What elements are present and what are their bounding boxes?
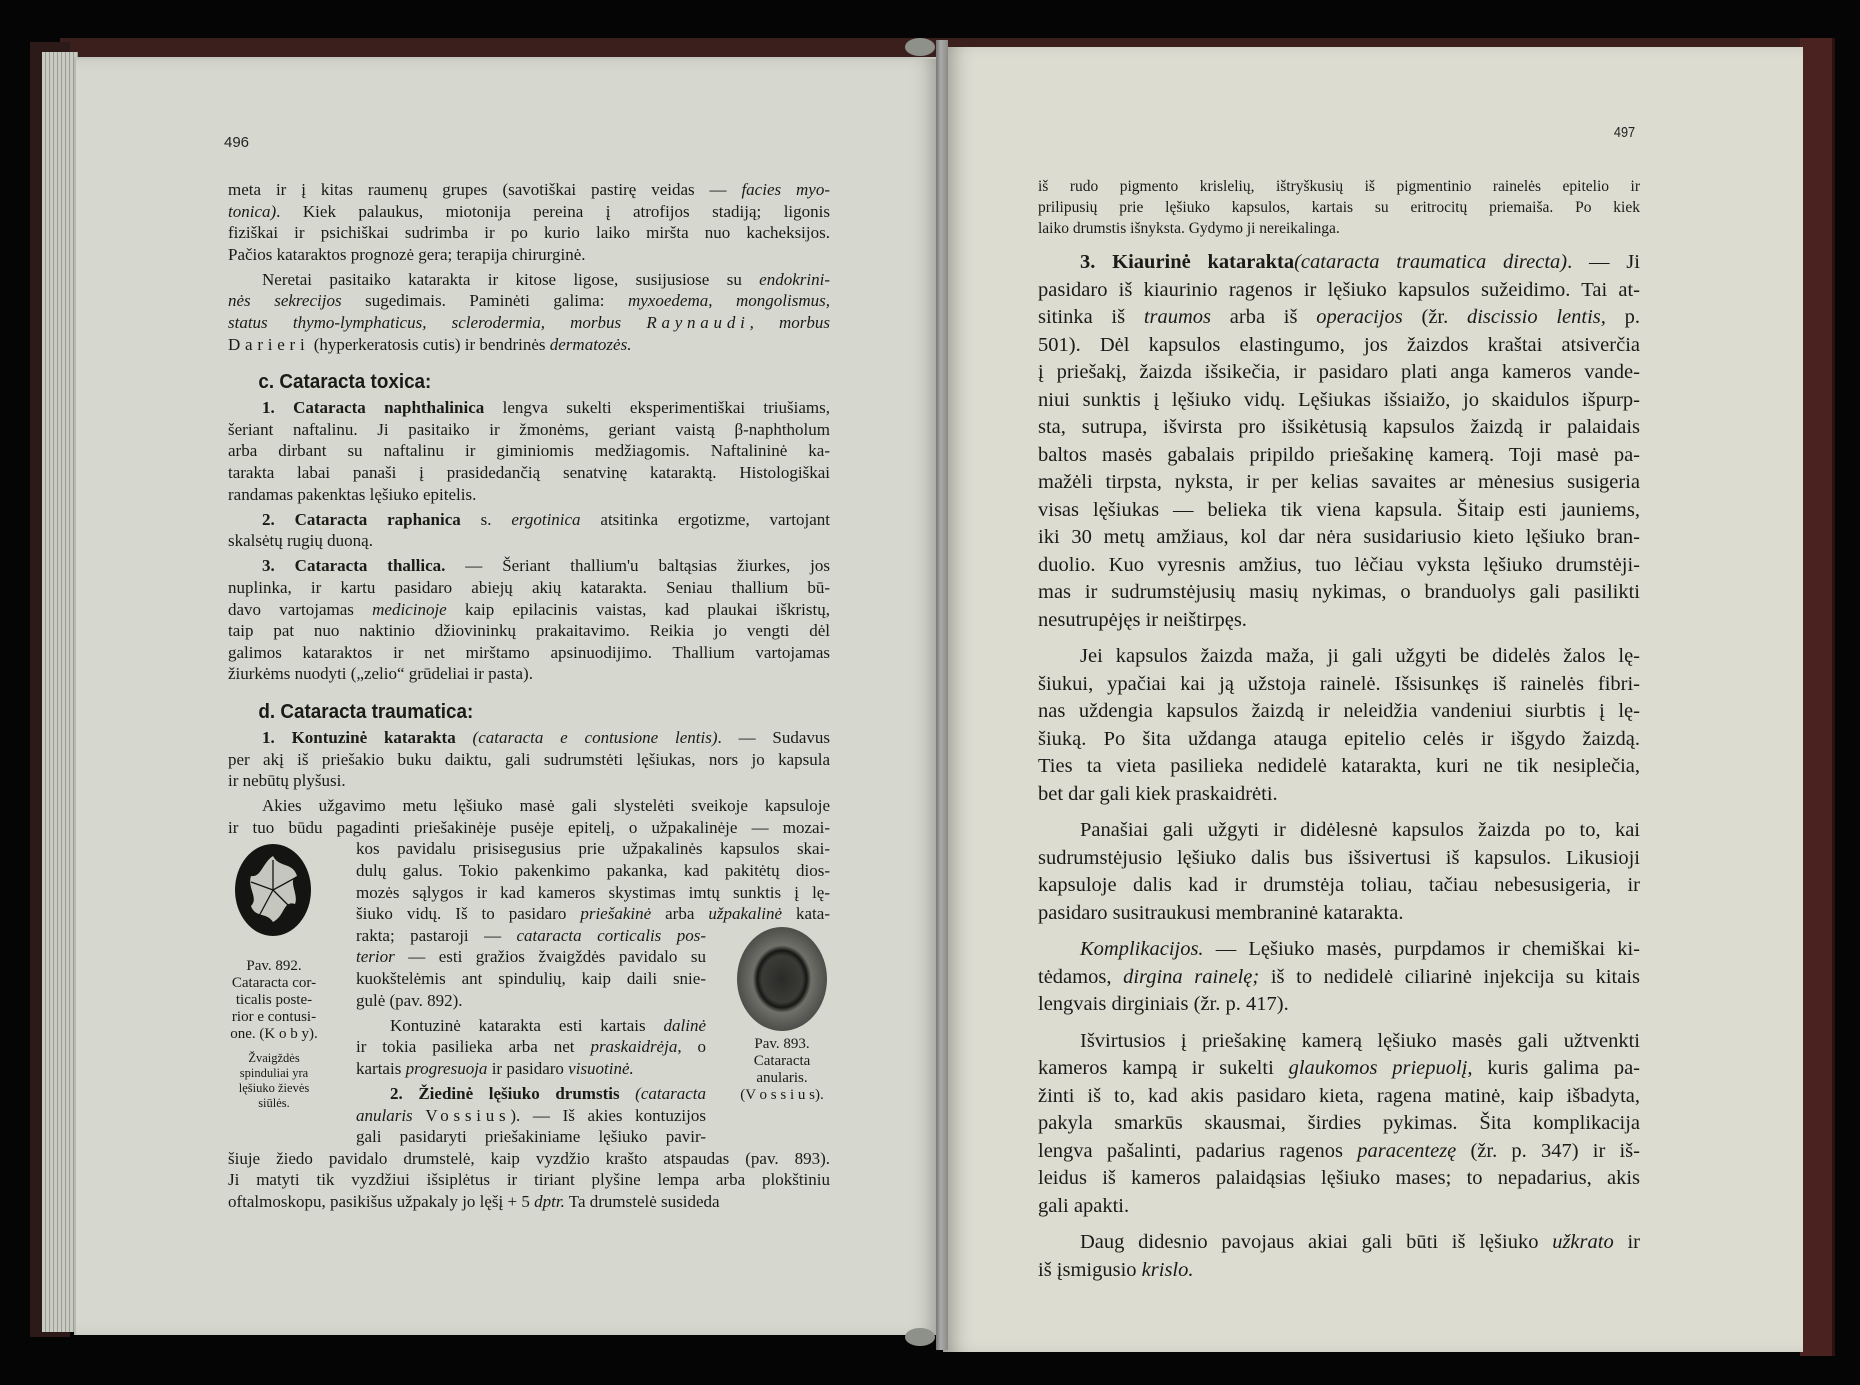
text-line bbox=[228, 882, 830, 904]
text-run: gali pasidaryti priešakiniame lęšiuko pavir- bbox=[356, 1127, 706, 1147]
text-run: nesutrupėjęs ir neištirpęs. bbox=[1038, 608, 1247, 631]
text-line bbox=[1038, 249, 1640, 277]
text-run: bet dar gali kiek praskaidrėti. bbox=[1038, 782, 1278, 805]
text-line bbox=[1038, 1229, 1640, 1257]
page-number-right: 497 bbox=[1613, 124, 1636, 141]
text-run: Išvirtusios į priešakinę kamerą lęšiuko masės gali užtvenkti bbox=[1080, 1029, 1640, 1052]
text-line bbox=[1038, 1138, 1640, 1166]
italic-text: (cataracta bbox=[635, 1083, 706, 1103]
text-run: Ties ta vieta pasilieka nedidelė katarakta, kuri ne tik nesiplečia, bbox=[1038, 755, 1640, 777]
text-line bbox=[228, 419, 830, 441]
text-run: ir tuo būdu pagadinti priešakinėje pusėje epitelį, o užpakalinėje — mozai- bbox=[228, 817, 830, 837]
text-run: iš rudo pigmento krislelių, ištryškusių iš pigmentinio rainelės epitelio ir bbox=[1038, 178, 1640, 195]
text-run: šiuko vidų. Iš to pasidaro bbox=[356, 904, 581, 924]
paragraph bbox=[228, 555, 830, 685]
text-run: mozės sąlygos ir kad kameros skystimas imtų sunktis į lę- bbox=[356, 882, 830, 902]
text-run: laiko drumstis išnyksta. Gydymo ji nereikalinga. bbox=[1038, 220, 1340, 237]
text-line bbox=[228, 903, 830, 925]
text-line bbox=[1038, 197, 1640, 218]
text-line bbox=[1038, 552, 1640, 580]
paragraph bbox=[1038, 936, 1640, 1019]
text-run: oftalmoskopu, pasikišus užpakaly jo lęšį + 5 bbox=[228, 1191, 535, 1211]
text-run: . — Sudavus bbox=[717, 727, 830, 747]
text-line bbox=[1038, 176, 1640, 197]
text-line bbox=[228, 484, 830, 506]
italic-text: terior bbox=[356, 947, 395, 967]
text-run: kuris galima pa- bbox=[1472, 1057, 1640, 1079]
italic-text: visuotinė. bbox=[568, 1058, 634, 1078]
text-line bbox=[1038, 643, 1640, 671]
text-run: Ta drumstelė susideda bbox=[564, 1191, 720, 1211]
caption-line: one. (K o b y). bbox=[230, 1026, 318, 1042]
italic-text: cataracta corticalis pos- bbox=[516, 925, 706, 945]
text-run: arba dirbant su naftalinu ir giminiomis medžiagomis. Naftalininė ka- bbox=[228, 441, 830, 461]
paragraph bbox=[1038, 817, 1640, 927]
text-line bbox=[1038, 332, 1640, 360]
text-run: sudrumstėjusio lęšiuko dalis bus išsivertusi iš kapsulos. Likusioji bbox=[1038, 846, 1640, 869]
text-line bbox=[228, 817, 830, 839]
italic-text: operacijos bbox=[1316, 306, 1403, 328]
text-line bbox=[1038, 726, 1640, 754]
text-run: — Lęšiuko masės, purpdamos ir chemiškai ki- bbox=[1203, 938, 1640, 960]
text-line bbox=[1038, 304, 1640, 332]
text-line bbox=[1038, 817, 1640, 845]
bold-text: 3. Kiaurinė katarakta bbox=[1080, 251, 1295, 273]
text-line bbox=[228, 1169, 830, 1191]
text-run: , o bbox=[677, 1037, 706, 1057]
text-run: kuokštelėmis ant spindulių, kaip daili snie- bbox=[356, 969, 706, 988]
text-line bbox=[1038, 469, 1640, 497]
bold-text: 3. Cataracta thallica. bbox=[262, 556, 446, 576]
figure-892-caption bbox=[230, 958, 318, 1111]
text-run: kartais bbox=[356, 1058, 406, 1078]
italic-text: krislo. bbox=[1141, 1258, 1194, 1281]
binding-thread bbox=[905, 38, 935, 56]
italic-text: dirgina rainelę; bbox=[1123, 965, 1260, 988]
text-run: mas ir sudrumstėjusių masių nykimas, o branduolys gali pasilikti bbox=[1038, 581, 1640, 603]
text-run: šiuką. Po šita uždanga atauga epitelio celės ir išgydo žaizdą. bbox=[1038, 727, 1640, 750]
italic-text: dptr. bbox=[534, 1191, 565, 1211]
italic-text: dermatozės. bbox=[549, 334, 632, 354]
caption-line: ticalis poste- bbox=[235, 992, 313, 1008]
text-run: tarakta labai panaši į prasidedančią senatvinę kataraktą. Histologiškai bbox=[228, 463, 830, 483]
text-line bbox=[228, 1191, 830, 1213]
text-run: Pačios kataraktos prognozė gera; terapija chirurginė. bbox=[228, 244, 586, 264]
text-run: . Kiek palaukus, miotonija pereina į atrofijos stadiją; ligonis bbox=[276, 201, 830, 221]
text-line bbox=[1038, 671, 1640, 699]
text-line bbox=[228, 334, 830, 356]
text-line bbox=[228, 727, 830, 749]
text-line bbox=[1038, 442, 1640, 470]
italic-text: užpakalinė bbox=[708, 904, 783, 924]
text-run: iki 30 metų amžiaus, kol dar nėra susidariusio kieto lęšiuko bran- bbox=[1038, 526, 1640, 548]
book-gutter bbox=[936, 40, 948, 1350]
text-run: šiuje žiedo pavidalo drumstelė, kaip vyzdžio krašto atspaudas (pav. 893). bbox=[228, 1148, 830, 1168]
text-line bbox=[228, 179, 830, 201]
text-run: iš to nedidelė ciliarinė injekcija su kitais bbox=[1259, 965, 1640, 988]
text-run: baltos masės gabalais pripildo priešakinę kamerą. Toji masė pa- bbox=[1038, 443, 1640, 466]
text-run: arba bbox=[651, 904, 709, 924]
italic-text: facies myo- bbox=[741, 180, 830, 199]
text-run: sitinka iš bbox=[1038, 306, 1144, 328]
text-line bbox=[228, 1148, 830, 1170]
text-run: davo vartojamas bbox=[228, 599, 373, 619]
text-run: iš įsmigusio bbox=[1038, 1258, 1142, 1281]
note-line: Žvaigždės bbox=[248, 1051, 300, 1065]
text-line bbox=[1038, 497, 1640, 525]
text-run: kos pavidalu prisisegusius prie užpakalinės kapsulos skai- bbox=[356, 839, 830, 859]
text-line bbox=[228, 222, 830, 244]
text-line bbox=[228, 577, 830, 599]
text-line bbox=[228, 462, 830, 484]
italic-text: dalinė bbox=[663, 1015, 706, 1035]
continued-paragraph bbox=[1038, 176, 1640, 239]
text-run: sta, sutrupa, išvirsta pro išsikėtusią kapsulos žaizdą ir palaidais bbox=[1038, 416, 1640, 438]
figure-893-caption bbox=[724, 1036, 840, 1104]
text-line bbox=[228, 770, 830, 792]
text-run: Daug didesnio pavojaus akiai gali būti iš lęšiuko bbox=[1080, 1231, 1553, 1253]
text-run: Neretai pasitaiko katarakta ir kitose ligose, susijusiose su bbox=[262, 269, 760, 289]
note-line: siūlės. bbox=[258, 1096, 290, 1110]
text-line bbox=[228, 642, 830, 664]
text-line bbox=[228, 509, 830, 531]
caption-line: Cataracta bbox=[753, 1053, 811, 1069]
text-run: nas uždengia kapsulos žaizdą ir neleidžia vandeniui siurbtis į lę- bbox=[1038, 700, 1640, 722]
text-line bbox=[228, 312, 830, 334]
right-page-body bbox=[1038, 249, 1640, 1284]
text-run: ). — Iš akies kontuzijos bbox=[510, 1105, 706, 1125]
text-line bbox=[228, 440, 830, 462]
text-run: šiukui, ypačiai kai ją užstoja rainelė. Išsisunkęs iš rainelės fibri- bbox=[1038, 672, 1640, 695]
text-line bbox=[228, 795, 830, 817]
text-line bbox=[1038, 1110, 1640, 1138]
text-run: žiurkėms nuodyti („zelio“ grūdeliai ir pasta). bbox=[228, 664, 533, 684]
text-line bbox=[1038, 1083, 1640, 1111]
italic-text: , morbus bbox=[749, 313, 830, 333]
text-run: duolio. Kuo vyresnis amžius, tuo lėčiau vyksta lęšiuko drumstėji- bbox=[1038, 553, 1640, 576]
text-line bbox=[1038, 1055, 1640, 1083]
text-line bbox=[1038, 387, 1640, 415]
caption-line: Cataracta cor- bbox=[231, 975, 317, 991]
bold-text: 1. Cataracta naphthalinica bbox=[262, 398, 485, 418]
paragraph bbox=[228, 397, 830, 505]
italic-text: (cataracta traumatica directa) bbox=[1294, 251, 1568, 273]
text-run: (žr. p. 347) ir iš- bbox=[1456, 1139, 1640, 1162]
section-heading: c. Cataracta toxica: bbox=[258, 370, 432, 394]
text-run: prilipusių prie lęšiuko kapsulos, kartais su eritrocitų priemaiša. Po kiek bbox=[1038, 199, 1640, 216]
text-line bbox=[1038, 1165, 1640, 1193]
text-line bbox=[228, 620, 830, 642]
text-run: ir bbox=[1613, 1231, 1640, 1253]
text-run: atsitinka ergotizme, vartojant bbox=[580, 509, 830, 529]
italic-text: praskaidrėja bbox=[590, 1037, 678, 1057]
text-line bbox=[228, 555, 830, 577]
text-line bbox=[228, 530, 830, 552]
page-number-left: 496 bbox=[224, 134, 250, 151]
text-line bbox=[1038, 872, 1640, 900]
text-run: ir nebūtų plyšusi. bbox=[228, 771, 346, 791]
text-run: Panašiai gali užgyti ir didėlesnė kapsulos žaizda po to, kai bbox=[1080, 819, 1640, 841]
text-line bbox=[228, 201, 830, 223]
caption-line: Pav. 893. bbox=[754, 1036, 810, 1052]
italic-text: status thymo-lymphaticus, sclerodermia, morbus bbox=[228, 313, 647, 333]
text-run: Ji matyti tik vyzdžiui išsiplėtus ir tiriant plyšine lempa arba plokštiniu bbox=[228, 1170, 830, 1190]
text-line bbox=[1038, 277, 1640, 305]
text-run: gali apakti. bbox=[1038, 1194, 1130, 1217]
text-line bbox=[1038, 1257, 1640, 1285]
figure-892-image bbox=[233, 842, 313, 938]
text-run: per akį iš priešakio buku daiktu, gali sudrumstėti lęšiukas, nors jo kapsula bbox=[228, 749, 830, 769]
italic-text: medicinoje bbox=[372, 599, 447, 619]
paragraph bbox=[1038, 1028, 1640, 1221]
text-line bbox=[1038, 781, 1640, 809]
paragraph bbox=[228, 509, 830, 552]
text-run: šeriant naftalinu. Ji pasitaiko ir žmonėms, geriant vaistą β-naphtholum bbox=[228, 419, 830, 439]
text-run: sugedimais. Paminėti galima: bbox=[341, 291, 628, 311]
paragraph bbox=[1038, 249, 1640, 634]
text-run: fiziškai ir psichiškai sudrimba ir po kurio laiko miršta nuo kacheksijos. bbox=[228, 223, 830, 243]
text-run: Kontuzinė katarakta esti kartais bbox=[390, 1015, 664, 1035]
text-line bbox=[1038, 607, 1640, 635]
figure-892-note bbox=[230, 1051, 318, 1111]
text-line bbox=[228, 244, 830, 266]
text-line bbox=[1038, 753, 1640, 781]
paragraph bbox=[1038, 643, 1640, 808]
italic-text: nės sekrecijos bbox=[228, 291, 342, 311]
text-line bbox=[1038, 218, 1640, 239]
bold-text: 1. Kontuzinė katarakta bbox=[262, 727, 456, 747]
text-line bbox=[1038, 964, 1640, 992]
text-run: Akies užgavimo metu lęšiuko masė gali slystelėti sveikoje kapsuloje bbox=[262, 796, 830, 816]
text-line bbox=[228, 290, 830, 312]
bold-text: 2. Žiedinė lęšiuko drumstis bbox=[390, 1083, 620, 1103]
text-run: ir pasidaro bbox=[487, 1058, 569, 1078]
caption-line: anularis. bbox=[756, 1070, 808, 1086]
text-line bbox=[228, 749, 830, 771]
text-line bbox=[228, 860, 830, 882]
text-run: Jei kapsulos žaizda maža, ji gali užgyti be didelės žalos lę- bbox=[1080, 645, 1640, 667]
text-line bbox=[1038, 900, 1640, 928]
text-line bbox=[228, 1105, 830, 1127]
spaced-text: Vossius bbox=[425, 1105, 511, 1125]
text-line bbox=[1038, 698, 1640, 726]
text-line bbox=[228, 1126, 830, 1148]
text-run: niui sunktis į lęšiuko vidų. Lęšiukas išsiaižo, jo skaidulos išpurp- bbox=[1038, 388, 1640, 411]
text-run: pakyla smarkūs skausmai, širdies pykimas. Šita komplikacija bbox=[1038, 1112, 1640, 1134]
italic-text: myxoedema, mongolismus, bbox=[627, 291, 831, 311]
text-line bbox=[1038, 524, 1640, 552]
italic-text: (cataracta e contusione lentis) bbox=[472, 727, 718, 747]
figure-893-image bbox=[735, 925, 829, 1033]
text-run: tėdamos, bbox=[1038, 965, 1124, 988]
book-cover-right bbox=[1800, 38, 1835, 1356]
text-run: taip pat nuo naktinio džiovininkų prakaitavimo. Reikia jo vengti dėl bbox=[228, 621, 830, 641]
text-run: pasidaro susitraukusi membraninė katarakta. bbox=[1038, 901, 1404, 924]
text-run: nuplinka, ir kartu pasidaro abiejų akių katarakta. Seniau thallium bū- bbox=[228, 578, 830, 597]
text-run: (hyperkeratosis cutis) ir bendrinės bbox=[309, 334, 550, 354]
text-run: mažėli tirpsta, nyksta, ir per kelias savaites ar mėnesius susigeria bbox=[1038, 471, 1640, 493]
text-run: — Šeriant thallium'u baltąsias žiurkes, jos bbox=[445, 556, 830, 576]
text-run bbox=[620, 1084, 636, 1103]
text-run: rakta; pastaroji — bbox=[356, 925, 517, 945]
text-run: visas lęšiukas — belieka tik viena kapsula. Šitaip esti jauniems, bbox=[1038, 498, 1640, 521]
text-run: lengvais dirginiais (žr. p. 417). bbox=[1038, 993, 1289, 1015]
text-run: s. bbox=[460, 509, 512, 529]
section-heading: d. Cataracta traumatica: bbox=[258, 699, 474, 723]
text-run: — esti gražios žvaigždės pavidalo su bbox=[394, 947, 706, 967]
caption-line: rior e contusi- bbox=[231, 1009, 317, 1025]
italic-text: anularis bbox=[356, 1105, 426, 1125]
text-line bbox=[1038, 414, 1640, 442]
text-run: (žr. bbox=[1402, 306, 1467, 328]
italic-text: discissio lentis, bbox=[1466, 306, 1606, 328]
bold-text: 2. Cataracta raphanica bbox=[262, 509, 461, 529]
text-run: kaip epilacinis vaistas, kad plaukai iškristų, bbox=[446, 599, 830, 619]
text-run: gulė (pav. 892). bbox=[356, 990, 463, 1010]
text-run: pasidaro iš kiaurinio ragenos ir lęšiuko kapsulos sužeidimo. Tai at- bbox=[1038, 278, 1640, 301]
italic-text: traumos bbox=[1143, 306, 1212, 328]
text-run bbox=[456, 728, 473, 747]
text-run: kameros kampą ir sukelti bbox=[1038, 1057, 1289, 1079]
text-run: dulų galus. Tokio pakenkimo pakanka, kad pakitėtų dios- bbox=[356, 861, 830, 881]
paragraph bbox=[228, 269, 830, 355]
italic-text: glaukomos priepuolį, bbox=[1288, 1057, 1473, 1079]
italic-text: priešakinė bbox=[580, 904, 652, 924]
italic-text: užkrato bbox=[1552, 1231, 1614, 1253]
text-line bbox=[228, 663, 830, 685]
text-run: galimos kataraktos ir net mirštamo apsinuodijimo. Thallium vartojamas bbox=[228, 642, 830, 662]
binding-thread bbox=[905, 1328, 935, 1346]
text-run: lengva pašalinti, padarius ragenos bbox=[1038, 1139, 1358, 1162]
caption-line: (V o s s i u s). bbox=[740, 1087, 824, 1103]
text-run: randamas pakenktas lęšiuko epitelis. bbox=[228, 484, 477, 504]
text-run: kapsuloje dalis kad ir drumstėja toliau, tačiau nebesusigeria, ir bbox=[1038, 874, 1640, 896]
note-line: lęšiuko žievės bbox=[238, 1081, 310, 1095]
italic-text: ergotinica bbox=[511, 509, 581, 529]
text-run: . — Ji bbox=[1567, 251, 1640, 273]
italic-text: tonica) bbox=[228, 201, 277, 221]
text-line bbox=[1038, 1028, 1640, 1056]
text-line bbox=[228, 838, 830, 860]
text-run: kata- bbox=[782, 904, 830, 924]
text-run: žinti iš to, kad akis pasidaro kieta, ragena matinė, kaip išbadyta, bbox=[1038, 1084, 1640, 1107]
spaced-text: Darieri bbox=[228, 334, 310, 354]
italic-text: Raynaudi bbox=[646, 313, 750, 333]
text-run: ir tokia pasilieka arba net bbox=[356, 1037, 591, 1057]
text-run: arba iš bbox=[1211, 306, 1317, 328]
italic-text: Komplikacijos. bbox=[1080, 938, 1204, 960]
text-line bbox=[228, 397, 830, 419]
right-page-text bbox=[1038, 176, 1640, 1284]
italic-text: progresuoja bbox=[405, 1058, 488, 1078]
text-run: p. bbox=[1605, 306, 1641, 328]
text-line bbox=[228, 599, 830, 621]
paragraph bbox=[228, 179, 830, 265]
paragraph bbox=[1038, 1229, 1640, 1284]
text-run: skalsėtų rugių duoną. bbox=[228, 531, 373, 551]
text-line bbox=[228, 269, 830, 291]
italic-text: endokrini- bbox=[759, 269, 830, 289]
text-line bbox=[1038, 845, 1640, 873]
caption-line: Pav. 892. bbox=[246, 958, 302, 974]
text-run: leidus iš kameros palaidąsias lęšiuko mases; to nepadarius, akis bbox=[1038, 1167, 1640, 1189]
text-line bbox=[1038, 359, 1640, 387]
text-run: meta ir į kitas raumenų grupes (savotiškai pastirę veidas — bbox=[228, 180, 742, 199]
note-line: spinduliai yra bbox=[239, 1066, 309, 1080]
text-run: į priešakį, žaizda išsikečia, ir pasidaro plati anga kameros vande- bbox=[1038, 361, 1640, 383]
italic-text: paracentezę bbox=[1357, 1139, 1457, 1162]
text-line bbox=[1038, 991, 1640, 1019]
text-line bbox=[1038, 579, 1640, 607]
text-line bbox=[1038, 936, 1640, 964]
text-run: lengva sukelti eksperimentiškai triušiams, bbox=[484, 398, 831, 418]
text-run: 501). Dėl kapsulos elastingumo, jos žaizdos kraštai atsiverčia bbox=[1038, 333, 1640, 356]
text-line bbox=[1038, 1193, 1640, 1221]
paragraph bbox=[228, 727, 830, 792]
page-edges bbox=[42, 52, 78, 1332]
